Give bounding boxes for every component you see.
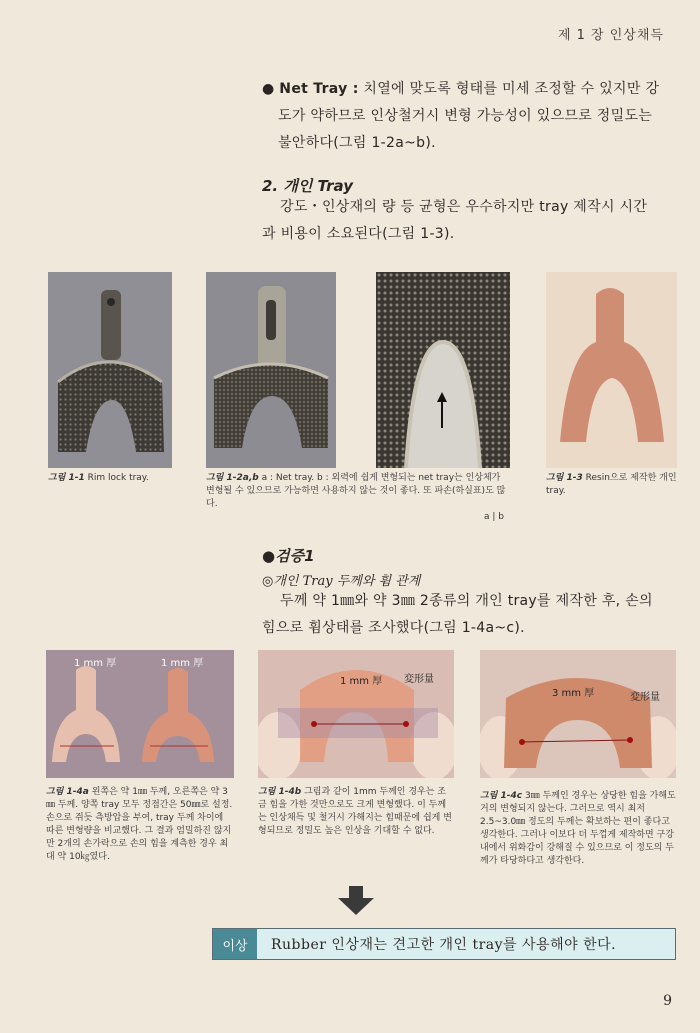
photo-label-1mm-a: 1 mm 厚 <box>74 658 117 669</box>
conclusion-callout <box>212 928 676 960</box>
photo-net-tray-b <box>376 272 510 468</box>
caption-fig-1-2 <box>206 472 506 524</box>
net-tray-text-1: 치열에 맞도록 형태를 미세 조정할 수 있지만 강 <box>363 81 660 97</box>
photo-two-trays <box>46 650 234 778</box>
photo-label-3mm: 3 mm 厚 <box>552 688 595 699</box>
net-tray-line-1 <box>262 76 674 103</box>
section-2-line-1: 강도・인상재의 량 등 균형은 우수하지만 tray 제작시 시간 <box>280 199 648 215</box>
caption-fig-1-4a <box>46 786 234 864</box>
rim-lock-tray-image <box>48 272 172 468</box>
caption-fig-1-4c-label: 그림 1-4c <box>480 791 523 801</box>
caption-fig-1-4c <box>480 790 676 868</box>
section-2-heading: 2. 개인 Tray <box>262 177 353 195</box>
caption-fig-1-4a-label: 그림 1-4a <box>46 787 89 797</box>
caption-fig-1-1-label: 그림 1-1 <box>48 473 85 483</box>
caption-fig-1-1 <box>48 472 178 485</box>
net-tray-paragraph <box>262 76 674 157</box>
photo-resin-tray <box>546 272 677 468</box>
two-trays-image <box>46 650 234 778</box>
verify-line-1: 두께 약 1㎜와 약 3㎜ 2종류의 개인 tray를 제작한 후, 손의 <box>280 593 653 609</box>
caption-fig-1-4c-text: 3㎜ 두께인 경우는 상당한 힘을 가해도 거의 변형되지 않는다. 그러므로 역시 최저 2.5~3.0㎜ 정도의 두께는 확보하는 편이 좋다고 생각한다. 그러나 이보다 더 두껍게 제작하면 구강내에서 위화감이 강해질 수 있으므로 이 정도의 두께가 타당하다고 생각한다. <box>480 791 676 866</box>
caption-fig-1-4b-text: 그림과 같이 1mm 두께인 경우는 조금 힘을 가한 것만으로도 크게 변형했다. 이 두께는 인상채득 및 철거시 가해지는 힘때문에 쉽게 변형되므로 정밀도 높은 인상을 기대할 수 없다. <box>258 787 452 836</box>
net-tray-a-image <box>206 272 336 468</box>
photo-1mm-flex <box>258 650 454 778</box>
photo-rim-lock-tray <box>48 272 172 468</box>
net-tray-title: Net Tray : <box>279 81 359 97</box>
net-tray-line-3: 불안하다(그림 1-2a~b). <box>278 135 436 151</box>
verify-heading: ●검증1 <box>262 547 315 565</box>
photo-3mm-rigid <box>480 650 676 778</box>
caption-fig-1-2-sub: a | b <box>484 512 504 522</box>
photo-label-deform-c: 変形量 <box>630 692 660 703</box>
page-number: 9 <box>663 993 672 1009</box>
net-tray-b-image <box>376 272 510 468</box>
photo-label-deform-b: 変形量 <box>404 674 434 685</box>
caption-fig-1-4a-text: 왼쪽은 약 1㎜ 두께, 오른쪽은 약 3㎜ 두께. 양쪽 tray 모두 정점간은 50㎜로 설정. 손으로 쥐듯 측방압을 부여, tray 두께 차이에 따른 변형량을 비교했다. 그 결과 엄밀하진 않지만 2개의 손가락으로 손의 힘을 계측한 경우 최대 약 10㎏였다. <box>46 787 233 862</box>
caption-fig-1-3-label: 그림 1-3 <box>546 473 583 483</box>
verify-subheading: ◎개인 Tray 두께와 휨 관계 <box>262 574 421 589</box>
conclusion-tag: 이상 <box>213 929 257 959</box>
section-2-paragraph <box>262 194 674 248</box>
chapter-header: 제 1 장 인상채득 <box>557 28 664 43</box>
photo-label-1mm-c: 1 mm 厚 <box>340 676 383 687</box>
down-arrow-icon <box>336 886 376 920</box>
caption-fig-1-2-label: 그림 1-2a,b <box>206 473 259 483</box>
caption-fig-1-3 <box>546 472 678 498</box>
caption-fig-1-2-text: a : Net tray. b : 외력에 쉽게 변형되는 net tray는 인상체가 변형될 수 있으므로 가능하면 사용하지 않는 것이 좋다. 또 파손(하실표)도 많다. <box>206 473 506 509</box>
bullet-icon: ● <box>262 81 275 97</box>
caption-fig-1-4b <box>258 786 454 838</box>
verify-paragraph <box>262 588 674 642</box>
verify-line-2: 힘으로 휨상태를 조사했다(그림 1-4a~c). <box>262 620 525 636</box>
net-tray-line-2: 도가 약하므로 인상철거시 변형 가능성이 있으므로 정밀도는 <box>278 108 653 124</box>
resin-tray-image <box>546 272 677 468</box>
caption-fig-1-1-text: Rim lock tray. <box>87 473 149 483</box>
section-2-line-2: 과 비용이 소요된다(그림 1-3). <box>262 226 455 242</box>
caption-fig-1-4b-label: 그림 1-4b <box>258 787 302 797</box>
conclusion-text: Rubber 인상재는 견고한 개인 tray를 사용해야 한다. <box>271 937 617 953</box>
3mm-rigid-image <box>480 650 676 778</box>
caption-fig-1-3-text: Resin으로 제작한 개인 tray. <box>546 473 677 496</box>
photo-net-tray-a <box>206 272 336 468</box>
photo-label-1mm-b: 1 mm 厚 <box>161 658 204 669</box>
